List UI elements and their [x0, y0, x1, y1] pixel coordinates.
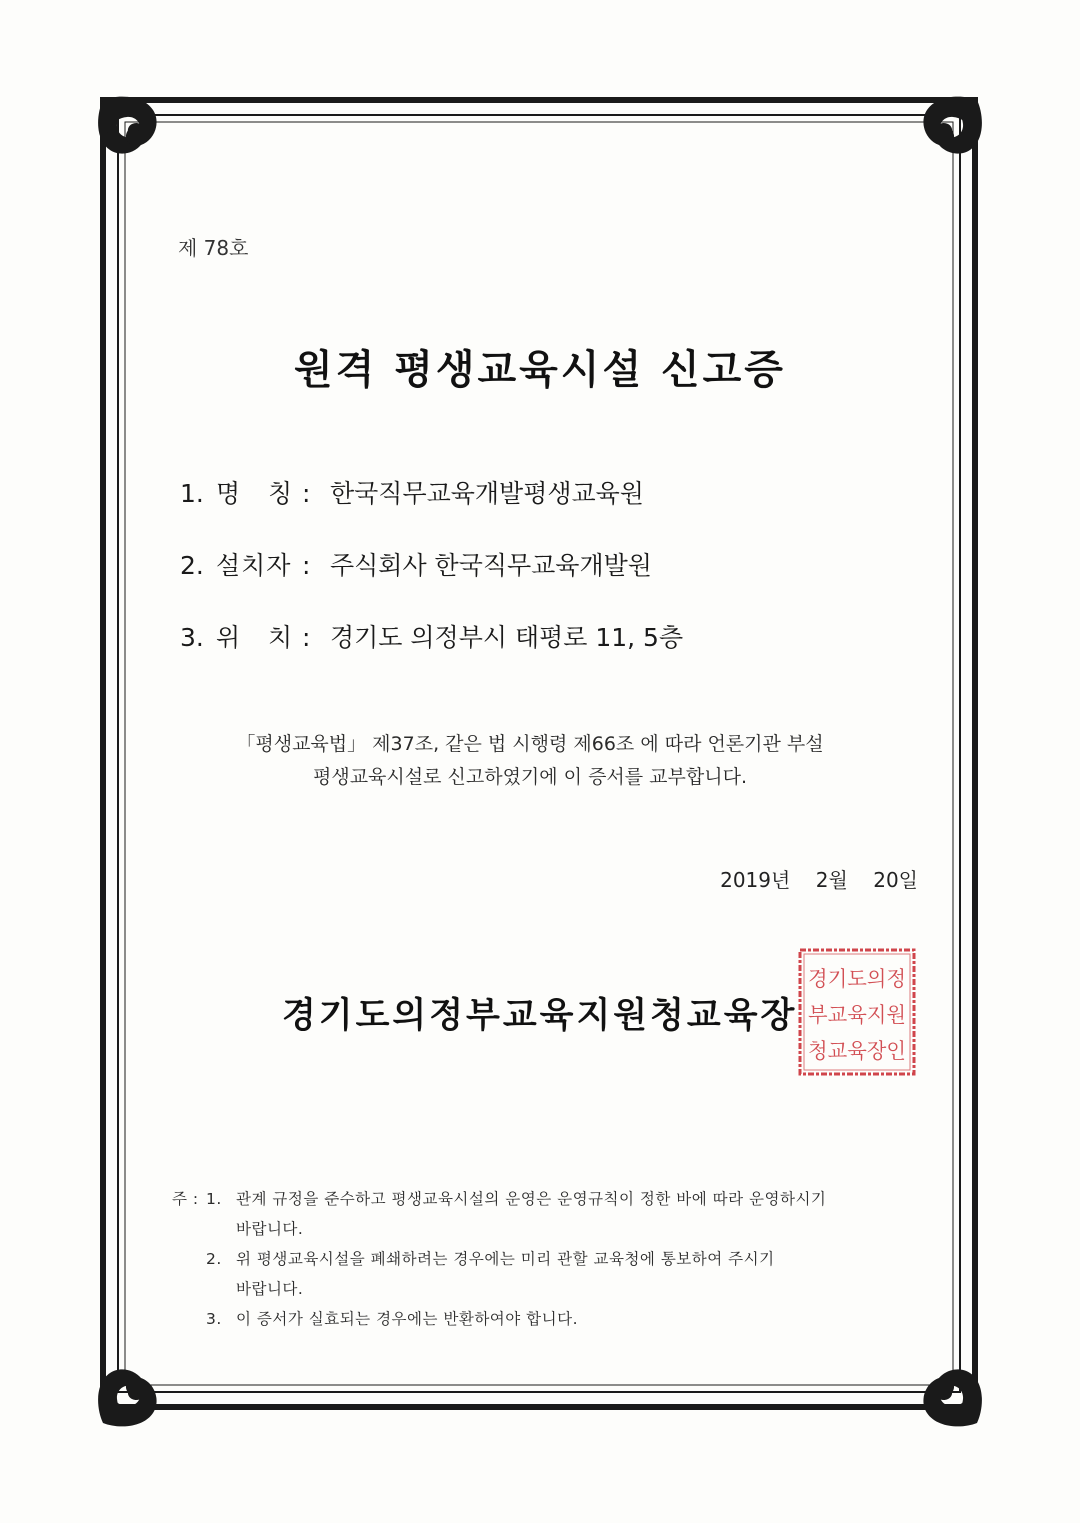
item-label: 명 칭: [216, 479, 294, 508]
issuer-name: 경기도의정부교육지원청교육장: [282, 996, 798, 1036]
note-item: [172, 1244, 932, 1274]
note-number: 3.: [206, 1310, 222, 1328]
body-line: 평생교육시설로 신고하였기에 이 증서를 교부합니다.: [313, 766, 747, 788]
svg-text:청교육장인: 청교육장인: [808, 1039, 906, 1063]
seal-lettering: [808, 967, 906, 1063]
item-colon: :: [302, 623, 311, 652]
certificate-number: 제 78호: [178, 236, 249, 260]
item-number: 2.: [180, 551, 204, 580]
body-line: 「평생교육법」 제37조, 같은 법 시행령 제66조 에 따라 언론기관 부설: [236, 733, 824, 755]
item-location: [180, 618, 683, 654]
item-number: 3.: [180, 623, 204, 652]
certificate-title: 원격 평생교육시설 신고증: [294, 347, 786, 393]
note-text: 바랍니다.: [236, 1280, 304, 1298]
svg-text:경기도의정: 경기도의정: [808, 967, 906, 991]
note-text: 위 평생교육시설을 폐쇄하려는 경우에는 미리 관할 교육청에 통보하여 주시기: [236, 1250, 775, 1268]
item-colon: :: [302, 479, 311, 508]
item-label: 위 치: [216, 623, 294, 652]
certificate-body: [150, 728, 910, 794]
note-number: 2.: [206, 1250, 222, 1268]
item-value: 경기도 의정부시 태평로 11, 5층: [330, 623, 684, 652]
corner-ornament-icon: [98, 97, 156, 154]
item-value: 한국직무교육개발평생교육원: [330, 479, 644, 508]
note-text: 바랍니다.: [236, 1220, 304, 1238]
note-item: [172, 1304, 932, 1334]
note-item: [172, 1184, 932, 1214]
note-text: 이 증서가 실효되는 경우에는 반환하여야 합니다.: [236, 1310, 579, 1328]
item-number: 1.: [180, 479, 204, 508]
svg-text:부교육지원: 부교육지원: [808, 1003, 906, 1027]
item-label: 설치자: [216, 551, 292, 580]
note-text: 관계 규정을 준수하고 평생교육시설의 운영은 운영규칙이 정한 바에 따라 운영하시기: [236, 1190, 827, 1208]
note-number: 1.: [206, 1190, 222, 1208]
item-founder: [180, 546, 652, 582]
note-continuation: [172, 1214, 932, 1244]
item-colon: :: [302, 551, 311, 580]
item-value: 주식회사 한국직무교육개발원: [330, 551, 652, 580]
item-name: [180, 474, 644, 510]
note-continuation: [172, 1274, 932, 1304]
notes-section: [172, 1184, 932, 1334]
issue-date: 2019년 2월 20일: [720, 868, 918, 892]
notes-prefix: 주 :: [172, 1190, 199, 1208]
official-seal-icon: [796, 946, 918, 1078]
